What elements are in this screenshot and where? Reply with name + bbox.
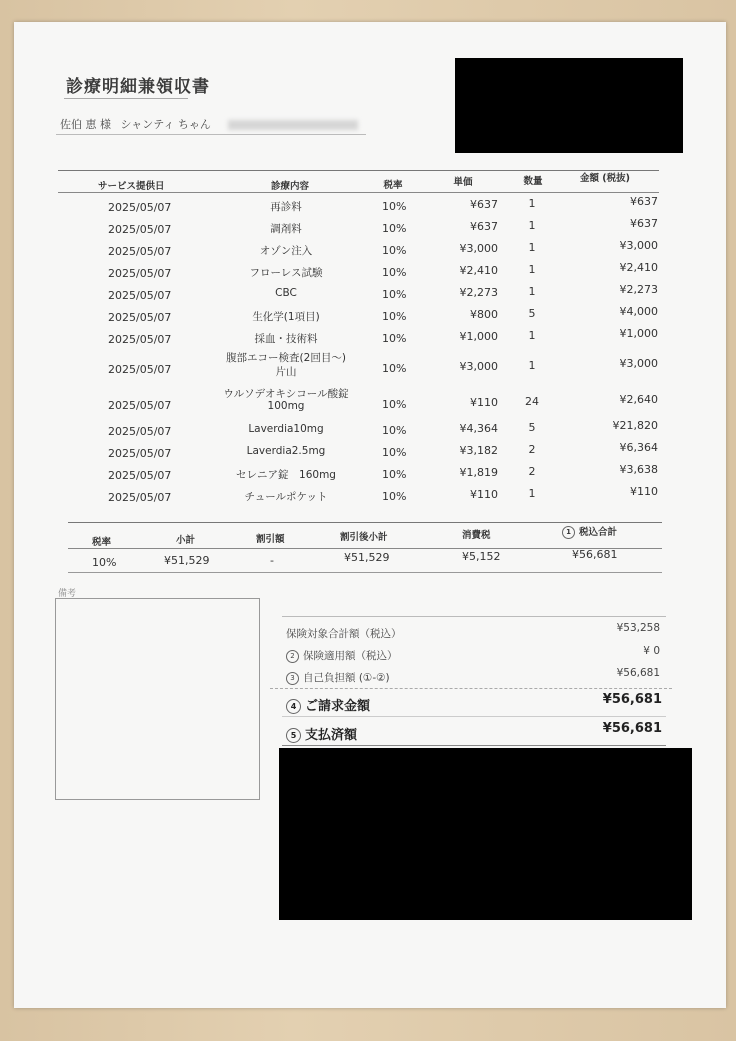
row-1-tax: 10%	[382, 200, 407, 213]
summary-subtotal: ¥51,529	[164, 554, 210, 567]
row-1-amount: ¥637	[630, 195, 658, 208]
row-10-tax: 10%	[382, 424, 407, 437]
totals-top-rule	[282, 616, 666, 617]
row-8-date: 2025/05/07	[108, 363, 172, 376]
row-12-tax: 10%	[382, 468, 407, 481]
col-header-amount: 金額 (税抜)	[580, 173, 630, 184]
row-5-date: 2025/05/07	[108, 289, 172, 302]
table-top-rule	[58, 170, 659, 171]
row-4-price: ¥2,410	[459, 264, 498, 277]
row-12-item: セレニア錠 160mg	[236, 469, 336, 481]
row-6-amount: ¥4,000	[619, 305, 658, 318]
row-7-tax: 10%	[382, 332, 407, 345]
self-pay-value: ¥56,681	[616, 667, 660, 679]
billing-rule	[282, 716, 666, 717]
summary-header-discount: 割引額	[256, 534, 285, 545]
row-6-date: 2025/05/07	[108, 311, 172, 324]
row-4-qty: 1	[528, 263, 536, 276]
row-11-qty: 2	[528, 443, 536, 456]
redacted-clinic-info	[455, 58, 683, 153]
document-title: 診療明細兼領収書	[66, 77, 210, 97]
blurred-patient-id	[228, 120, 358, 130]
row-2-amount: ¥637	[630, 217, 658, 230]
row-3-qty: 1	[528, 241, 536, 254]
col-header-tax: 税率	[383, 180, 403, 191]
row-10-amount: ¥21,820	[612, 419, 658, 432]
row-8-amount: ¥3,000	[619, 357, 658, 370]
row-13-amount: ¥110	[630, 485, 658, 498]
row-11-item: Laverdia2.5mg	[246, 445, 326, 457]
row-1-qty: 1	[528, 197, 536, 210]
row-3-item: オゾン注入	[259, 245, 313, 257]
billing-label: ご請求金額	[305, 699, 371, 714]
row-11-tax: 10%	[382, 446, 407, 459]
pet-name: シャンティ ちゃん	[120, 118, 211, 131]
row-10-price: ¥4,364	[459, 422, 498, 435]
row-8-qty: 1	[528, 359, 536, 372]
summary-header-consumption-tax: 消費税	[462, 530, 491, 541]
paid-label: 支払済額	[305, 728, 358, 743]
summary-taxrate: 10%	[92, 556, 117, 569]
summary-header-subtotal: 小計	[176, 535, 196, 546]
col-header-date: サービス提供日	[98, 181, 165, 192]
redacted-clinic-stamp	[279, 748, 692, 920]
circle-2-icon: 2	[286, 650, 299, 663]
row-13-tax: 10%	[382, 490, 407, 503]
row-8-item-line2: 片山	[275, 366, 297, 378]
row-9-price: ¥110	[470, 396, 498, 409]
row-1-item: 再診料	[270, 201, 302, 213]
row-3-amount: ¥3,000	[619, 239, 658, 252]
summary-after-discount: ¥51,529	[344, 551, 390, 564]
row-4-tax: 10%	[382, 266, 407, 279]
totals-bottom-rule	[282, 745, 666, 746]
row-2-qty: 1	[528, 219, 536, 232]
row-8-tax: 10%	[382, 362, 407, 375]
row-11-date: 2025/05/07	[108, 447, 172, 460]
insurance-total-value: ¥53,258	[616, 622, 660, 634]
patient-underline	[56, 134, 366, 135]
paid-row	[286, 724, 357, 743]
row-13-item: チュールポケット	[244, 491, 328, 503]
row-7-price: ¥1,000	[459, 330, 498, 343]
summary-header-total	[562, 524, 617, 539]
summary-bottom-rule	[68, 572, 662, 573]
summary-header-taxrate: 税率	[92, 537, 112, 548]
summary-discount: -	[270, 554, 274, 567]
row-10-qty: 5	[528, 421, 536, 434]
self-pay-label: 自己負担額 (①-②)	[303, 672, 390, 684]
row-7-qty: 1	[528, 329, 536, 342]
row-6-price: ¥800	[470, 308, 498, 321]
row-5-tax: 10%	[382, 288, 407, 301]
row-11-price: ¥3,182	[459, 444, 498, 457]
row-10-date: 2025/05/07	[108, 425, 172, 438]
row-5-amount: ¥2,273	[619, 283, 658, 296]
row-8-price: ¥3,000	[459, 360, 498, 373]
row-1-price: ¥637	[470, 198, 498, 211]
row-6-qty: 5	[528, 307, 536, 320]
row-10-item: Laverdia10mg	[248, 423, 324, 435]
row-9-date: 2025/05/07	[108, 399, 172, 412]
insurance-applied-row	[286, 648, 398, 663]
circle-4-icon: 4	[286, 699, 301, 714]
row-4-item: フローレス試験	[249, 267, 323, 279]
row-3-tax: 10%	[382, 244, 407, 257]
col-header-price: 単価	[453, 177, 473, 188]
row-12-qty: 2	[528, 465, 536, 478]
totals-dashed-rule	[270, 688, 672, 689]
billing-row	[286, 695, 370, 714]
title-underline	[64, 98, 188, 99]
summary-header-after-discount: 割引後小計	[340, 532, 388, 543]
row-13-price: ¥110	[470, 488, 498, 501]
circle-3-icon: 3	[286, 672, 299, 685]
row-2-tax: 10%	[382, 222, 407, 235]
row-12-price: ¥1,819	[459, 466, 498, 479]
paid-value: ¥56,681	[602, 721, 662, 736]
row-6-tax: 10%	[382, 310, 407, 323]
self-pay-row	[286, 670, 390, 685]
summary-total: ¥56,681	[572, 548, 618, 561]
row-4-amount: ¥2,410	[619, 261, 658, 274]
circle-5-icon: 5	[286, 728, 301, 743]
row-9-tax: 10%	[382, 398, 407, 411]
insurance-total-label: 保険対象合計額（税込）	[286, 628, 402, 640]
row-3-price: ¥3,000	[459, 242, 498, 255]
row-9-qty: 24	[525, 395, 539, 408]
row-2-item: 調剤料	[270, 223, 302, 235]
row-9-item-line2: 100mg	[267, 400, 305, 412]
billing-value: ¥56,681	[602, 692, 662, 707]
summary-header-total-label: 税込合計	[579, 527, 618, 538]
row-2-price: ¥637	[470, 220, 498, 233]
row-11-amount: ¥6,364	[619, 441, 658, 454]
notes-box	[55, 598, 260, 800]
row-4-date: 2025/05/07	[108, 267, 172, 280]
row-7-amount: ¥1,000	[619, 327, 658, 340]
row-7-item: 採血・技術料	[254, 333, 318, 345]
col-header-item: 診療内容	[270, 181, 309, 192]
row-12-date: 2025/05/07	[108, 469, 172, 482]
col-header-qty: 数量	[523, 176, 543, 187]
insurance-applied-value: ¥ 0	[643, 645, 660, 657]
patient-info	[60, 116, 364, 132]
row-9-item: ウルソデオキシコール酸錠	[223, 388, 349, 400]
row-13-date: 2025/05/07	[108, 491, 172, 504]
row-5-qty: 1	[528, 285, 536, 298]
owner-name: 佐伯 恵 様	[60, 118, 111, 131]
notes-label: 備考	[58, 589, 77, 599]
summary-top-rule	[68, 522, 662, 523]
row-7-date: 2025/05/07	[108, 333, 172, 346]
row-8-item: 腹部エコー検査(2回目〜)	[226, 352, 346, 364]
row-12-amount: ¥3,638	[619, 463, 658, 476]
row-2-date: 2025/05/07	[108, 223, 172, 236]
table-header-rule	[58, 192, 659, 193]
row-1-date: 2025/05/07	[108, 201, 172, 214]
circle-1-icon: 1	[562, 526, 575, 539]
summary-consumption-tax: ¥5,152	[462, 550, 501, 563]
row-5-item: CBC	[275, 287, 297, 299]
insurance-applied-label: 保険適用額（税込）	[303, 650, 398, 662]
row-5-price: ¥2,273	[459, 286, 498, 299]
row-9-amount: ¥2,640	[619, 393, 658, 406]
row-6-item: 生化学(1項目)	[252, 311, 320, 323]
row-3-date: 2025/05/07	[108, 245, 172, 258]
row-13-qty: 1	[528, 487, 536, 500]
